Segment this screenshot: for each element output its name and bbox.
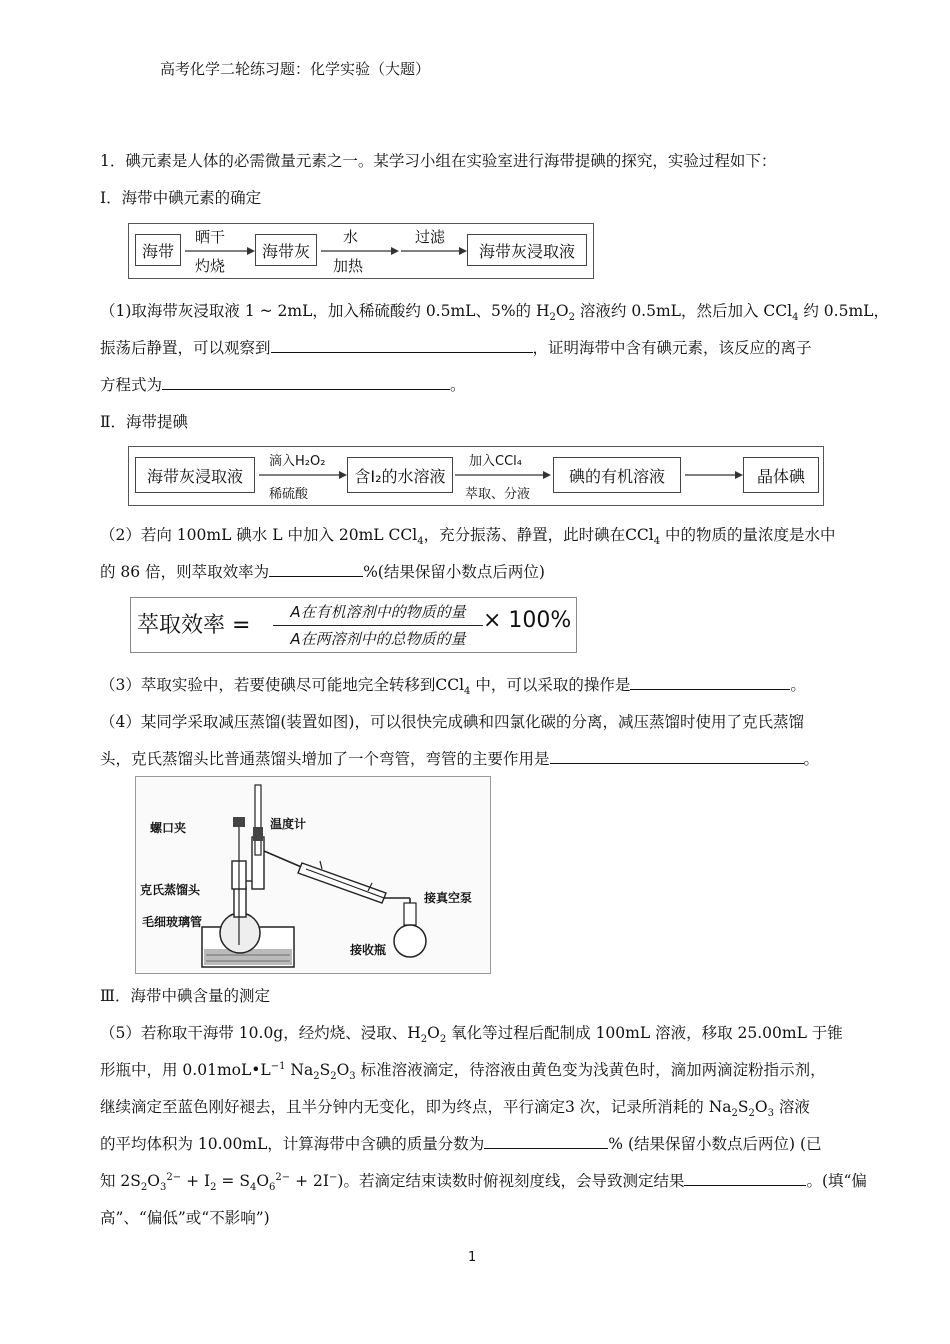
formula-numerator: A在有机溶剂中的物质的量	[290, 603, 466, 621]
apparatus-drawing	[136, 777, 490, 973]
formula-fraction-bar	[273, 625, 483, 626]
flow-2-arrow-2-bottom: 萃取、分液	[465, 487, 531, 502]
page-number: 1	[468, 1250, 477, 1265]
answer-blank-efficiency[interactable]	[269, 562, 363, 577]
q1-part1-line2: 振荡后静置，可以观察到 ，证明海带中含有碘元素，该反应的离子	[100, 339, 812, 357]
page-header: 高考化学二轮练习题：化学实验（大题）	[160, 60, 431, 78]
q1-part2-line1: （2）若向 100mL 碘水 L 中加入 20mL CCl$_4$，充分振荡、静置，此时碘在CCl$_4$ 中的物质的量浓度是水中	[100, 526, 836, 548]
efficiency-formula	[130, 597, 577, 653]
label-claisen-head: 克氏蒸馏头	[140, 883, 201, 897]
q1-part1-line3: 方程式为 。	[100, 376, 466, 394]
flow-2-box-organic: 碘的有机溶液	[553, 457, 681, 493]
q1-part5-line4: 的平均体积为 10.00mL，计算海带中含碘的质量分数为 % (结果保留小数点后两位) (已	[100, 1135, 822, 1153]
answer-blank-operation[interactable]	[630, 675, 790, 690]
flow-2-arrow-1-bottom: 稀硫酸	[269, 487, 309, 502]
answer-blank-ion-equation[interactable]	[162, 375, 450, 390]
q1-part4-line1: （4）某同学采取减压蒸馏(装置如图)，可以很快完成碘和四氯化碳的分离，减压蒸馏时使用了克氏蒸馏	[100, 713, 804, 731]
flow-2-arrow-1-top: 滴入H₂O₂	[269, 454, 326, 469]
question-intro: 1．碘元素是人体的必需微量元素之一。某学习小组在实验室进行海带提碘的探究，实验过程如下：	[100, 152, 777, 170]
label-thermometer: 温度计	[270, 817, 307, 831]
section-3-title: Ⅲ．海带中碘含量的测定	[100, 987, 270, 1005]
q1-part4-line2: 头，克氏蒸馏头比普通蒸馏头增加了一个弯管，弯管的主要作用是 。	[100, 750, 820, 768]
flow-1-box-seaweed: 海带	[135, 234, 181, 266]
flow-1-arrow-1-bottom: 灼烧	[195, 257, 226, 275]
q1-part5-line3: 继续滴定至蓝色刚好褪去，且半分钟内无变化，即为终点，平行滴定3 次，记录所消耗的 $Na_2S_2O_3$ 溶液	[100, 1098, 810, 1120]
section-1-title: Ⅰ．海带中碘元素的确定	[100, 189, 262, 207]
flow-2-box-iodine-water: 含I₂的水溶液	[347, 457, 453, 493]
section-2-title: Ⅱ．海带提碘	[100, 413, 189, 431]
flow-2-box-extract: 海带灰浸取液	[135, 457, 255, 493]
q1-part5-line1: （5）若称取干海带 10.0g，经灼烧、浸取、$H_2O_2$ 氧化等过程后配制成 100mL 溶液，移取 25.00mL 于锥	[100, 1024, 843, 1046]
flow-diagram-1	[128, 223, 594, 279]
formula-denominator: A在两溶剂中的总物质的量	[290, 630, 466, 648]
flow-1-arrow-3-top: 过滤	[415, 228, 446, 246]
answer-blank-observation[interactable]	[271, 338, 533, 353]
q1-part5-line6: 高”、“偏低”或“不影响”)	[100, 1209, 270, 1227]
flow-1-arrow-1-top: 晒干	[195, 228, 226, 246]
answer-blank-mass-fraction[interactable]	[484, 1134, 608, 1149]
q1-part5-line2: 形瓶中，用 $0.01moL•L^{-1}$ $Na_2S_2O_3$ 标准溶液滴定，待溶液由黄色变为浅黄色时，滴加两滴淀粉指示剂，	[100, 1060, 826, 1083]
formula-rhs: × 100%	[483, 608, 572, 633]
flow-1-arrow-2-top: 水	[343, 228, 359, 246]
flow-2-box-crystal: 晶体碘	[743, 457, 819, 493]
distillation-apparatus-figure	[135, 776, 491, 974]
flow-1-arrow-2-bottom: 加热	[333, 257, 364, 275]
flow-1-box-ash: 海带灰	[255, 234, 317, 266]
q1-part3: （3）萃取实验中，若要使碘尽可能地完全转移到CCl$_4$ 中，可以采取的操作是 。	[100, 676, 806, 698]
flow-2-arrow-2-top: 加入CCl₄	[469, 454, 522, 469]
answer-blank-result-effect[interactable]	[684, 1171, 806, 1186]
q1-part1-line1: （1)取海带灰浸取液 1 ~ 2mL，加入稀硫酸约 0.5mL、5%的 $H_2O_2$ 溶液约 0.5mL，然后加入 CCl$_4$ 约 0.5mL，	[100, 302, 889, 324]
label-capillary: 毛细玻璃管	[142, 915, 203, 929]
label-vacuum-pump: 接真空泵	[424, 891, 473, 905]
q1-part2-line2: 的 86 倍，则萃取效率为 %(结果保留小数点后两位)	[100, 563, 545, 581]
flow-1-box-extract: 海带灰浸取液	[467, 234, 587, 266]
label-clamp: 螺口夹	[150, 821, 187, 835]
flow-diagram-2	[128, 446, 824, 506]
answer-blank-bend-tube[interactable]	[550, 749, 804, 764]
label-receiver: 接收瓶	[350, 943, 387, 957]
q1-part5-line5: 知 $2S_2O_3^{2-} + I_2 = S_4O_6^{2-} + 2I^-$)。若滴定结束读数时俯视刻度线，会导致测定结果 。(填“偏	[100, 1171, 867, 1194]
formula-lhs: 萃取效率 =	[137, 613, 251, 638]
